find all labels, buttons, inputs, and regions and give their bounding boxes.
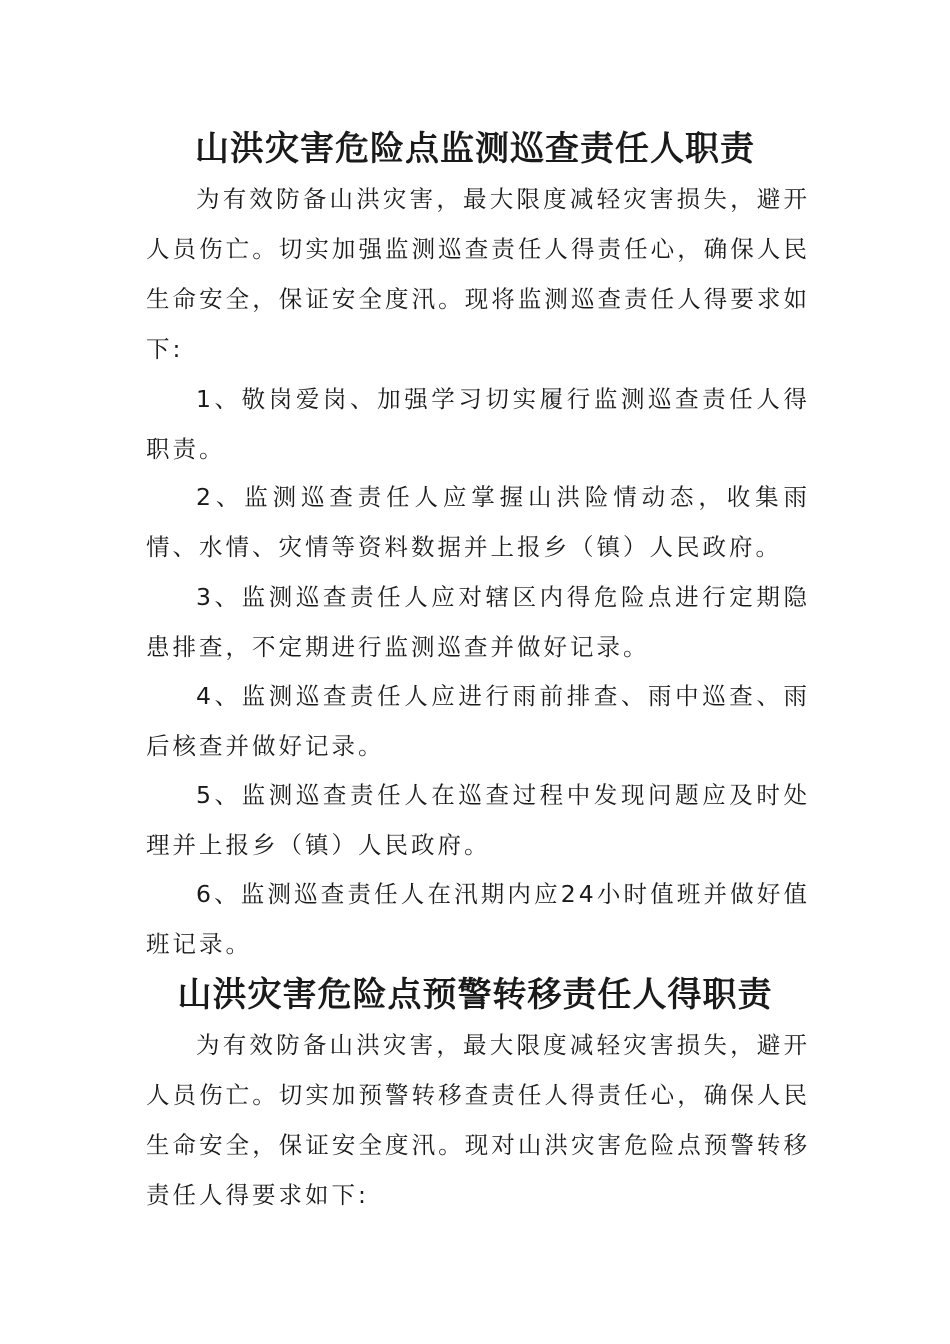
duty-item-3: 3、监测巡查责任人应对辖区内得危险点进行定期隐患排查，不定期进行监测巡查并做好记录。: [146, 583, 810, 661]
section-1-title: 山洪灾害危险点监测巡查责任人职责: [195, 129, 755, 169]
duty-item-2: 2、监测巡查责任人应掌握山洪险情动态，收集雨情、水情、灾情等资料数据并上报乡（镇）人民政府。: [146, 483, 810, 561]
section-1-intro: 为有效防备山洪灾害，最大限度减轻灾害损失，避开人员伤亡。切实加强监测巡查责任人得责任心，确保人民生命安全，保证安全度汛。现将监测巡查责任人得要求如下:: [146, 185, 810, 363]
duty-item-1: 1、敬岗爱岗、加强学习切实履行监测巡查责任人得职责。: [146, 385, 810, 463]
duty-item-5: 5、监测巡查责任人在巡查过程中发现问题应及时处理并上报乡（镇）人民政府。: [146, 781, 810, 859]
duty-item-6: 6、监测巡查责任人在汛期内应24小时值班并做好值班记录。: [146, 880, 810, 958]
section-2-title: 山洪灾害危险点预警转移责任人得职责: [177, 975, 773, 1015]
section-2-intro: 为有效防备山洪灾害，最大限度减轻灾害损失，避开人员伤亡。切实加预警转移查责任人得责任心，确保人民生命安全，保证安全度汛。现对山洪灾害危险点预警转移责任人得要求如下:: [146, 1031, 810, 1209]
duty-item-4: 4、监测巡查责任人应进行雨前排查、雨中巡查、雨后核查并做好记录。: [146, 682, 810, 760]
